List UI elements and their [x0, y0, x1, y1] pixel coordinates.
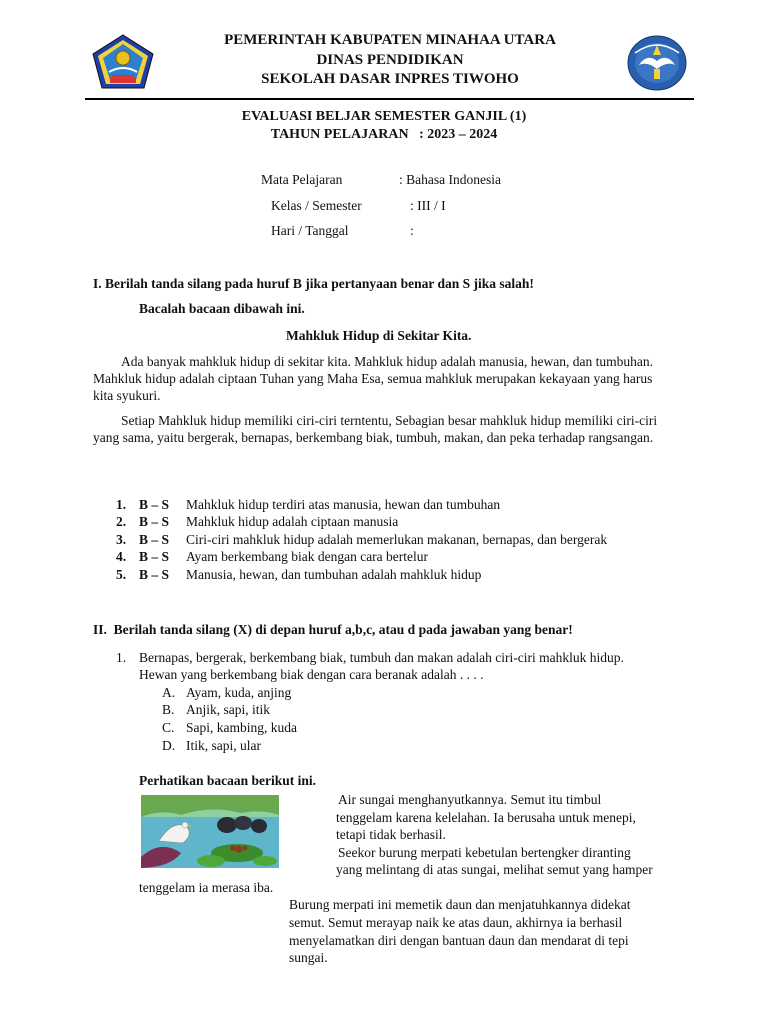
- story-line: tenggelam ia merasa iba.: [139, 880, 274, 895]
- section2-instruction: II. Berilah tanda silang (X) di depan huruf a,b,c, atau d pada jawaban yang benar!: [93, 622, 573, 637]
- answer-option: [162, 685, 291, 701]
- item-statement: Mahkluk hidup terdiri atas manusia, hewan dan tumbuhan: [186, 497, 501, 512]
- story-line: yang melintang di atas sungai, melihat semut yang hamper: [336, 862, 653, 877]
- subject-label: Mata Pelajaran: [261, 172, 343, 187]
- regency-emblem-logo: [92, 34, 154, 90]
- item-statement: Ciri-ciri mahkluk hidup adalah memerlukan makanan, bernapas, dan bergerak: [186, 532, 608, 547]
- section1-instruction: I. Berilah tanda silang pada huruf B jika pertanyaan benar dan S jika salah!: [93, 276, 534, 291]
- answer-option: [162, 720, 297, 736]
- item-number: 2.: [116, 514, 127, 529]
- answer-option: [162, 702, 270, 718]
- option-text: Ayam, kuda, anjing: [186, 685, 292, 700]
- true-false-item: [0, 567, 768, 585]
- story-line: Burung merpati ini memetik daun dan menjatuhkannya didekat: [289, 897, 631, 912]
- option-letter: A.: [162, 685, 176, 700]
- item-number: 4.: [116, 549, 127, 564]
- true-false-choice: B – S: [139, 497, 170, 512]
- ant-and-dove-illustration: [141, 795, 279, 868]
- true-false-choice: B – S: [139, 514, 170, 529]
- class-value: : III / I: [410, 198, 446, 213]
- section2-read-prompt: Perhatikan bacaan berikut ini.: [139, 773, 317, 788]
- option-text: Anjik, sapi, itik: [186, 702, 270, 717]
- true-false-item: [0, 532, 768, 550]
- item-statement: Mahkluk hidup adalah ciptaan manusia: [186, 514, 399, 529]
- story-line: tenggelam karena kelelahan. Ia berusaha untuk menepi,: [336, 810, 636, 825]
- true-false-item: [0, 514, 768, 532]
- reading-title: Mahkluk Hidup di Sekitar Kita.: [286, 328, 472, 343]
- class-label: Kelas / Semester: [271, 198, 362, 213]
- item-number: 3.: [116, 532, 127, 547]
- question-line-1: Bernapas, bergerak, berkembang biak, tumbuh dan makan adalah ciri-ciri mahkluk hidup.: [139, 650, 624, 665]
- header-divider: [85, 98, 694, 100]
- section1-read-prompt: Bacalah bacaan dibawah ini.: [139, 301, 305, 316]
- answer-option: [162, 738, 261, 754]
- story-line: menyelamatkan diri dengan bantuan daun dan mendarat di tepi: [289, 933, 629, 948]
- story-line: Seekor burung merpati kebetulan bertengker diranting: [338, 845, 631, 860]
- date-label: Hari / Tanggal: [271, 223, 349, 238]
- item-number: 1.: [116, 497, 127, 512]
- option-text: Itik, sapi, ular: [186, 738, 261, 753]
- true-false-item: [0, 497, 768, 515]
- exam-title: EVALUASI BELJAR SEMESTER GANJIL (1): [241, 109, 527, 124]
- subject-value: : Bahasa Indonesia: [399, 172, 501, 187]
- story-line: sungai.: [289, 950, 328, 965]
- header-line-department: DINAS PENDIDIKAN: [316, 52, 464, 68]
- true-false-choice: B – S: [139, 567, 170, 582]
- item-statement: Ayam berkembang biak dengan cara bertelur: [186, 549, 429, 564]
- header-line-government: PEMERINTAH KABUPATEN MINAHAA UTARA: [224, 32, 556, 48]
- reading-paragraph-1: Ada banyak mahkluk hidup di sekitar kita. Mahkluk hidup adalah manusia, hewan, dan tumbuhan. Mahkluk hidup adalah ciptaan Tuhan yang Maha Esa, semua mahkluk merupakan kekayaan yang harus kita syukuri.: [93, 354, 654, 403]
- option-text: Sapi, kambing, kuda: [186, 720, 297, 735]
- date-value: :: [410, 223, 414, 238]
- question-number: 1.: [116, 650, 127, 665]
- true-false-item: [0, 549, 768, 567]
- story-line: Air sungai menghanyutkannya. Semut itu timbul: [338, 792, 602, 807]
- item-statement: Manusia, hewan, dan tumbuhan adalah mahkluk hidup: [186, 567, 482, 582]
- tut-wuri-handayani-logo: [627, 35, 687, 91]
- academic-year: TAHUN PELAJARAN : 2023 – 2024: [270, 127, 498, 142]
- option-letter: B.: [162, 702, 175, 717]
- question-line-2: Hewan yang berkembang biak dengan cara beranak adalah . . . .: [139, 667, 484, 682]
- option-letter: C.: [162, 720, 175, 735]
- header-line-school: SEKOLAH DASAR INPRES TIWOHO: [261, 71, 519, 87]
- story-line: tetapi tidak berhasil.: [336, 827, 446, 842]
- story-line: semut. Semut merayap naik ke atas daun, akhirnya ia berhasil: [289, 915, 623, 930]
- true-false-choice: B – S: [139, 532, 170, 547]
- true-false-choice: B – S: [139, 549, 170, 564]
- item-number: 5.: [116, 567, 127, 582]
- reading-paragraph-2: Setiap Mahkluk hidup memiliki ciri-ciri terntentu, Sebagian besar mahkluk hidup memiliki ciri-ciri yang sama, yaitu bergerak, bernapas, berkembang biak, tumbuh, makan, dan peka terhadap rangsangan.: [93, 413, 658, 445]
- option-letter: D.: [162, 738, 176, 753]
